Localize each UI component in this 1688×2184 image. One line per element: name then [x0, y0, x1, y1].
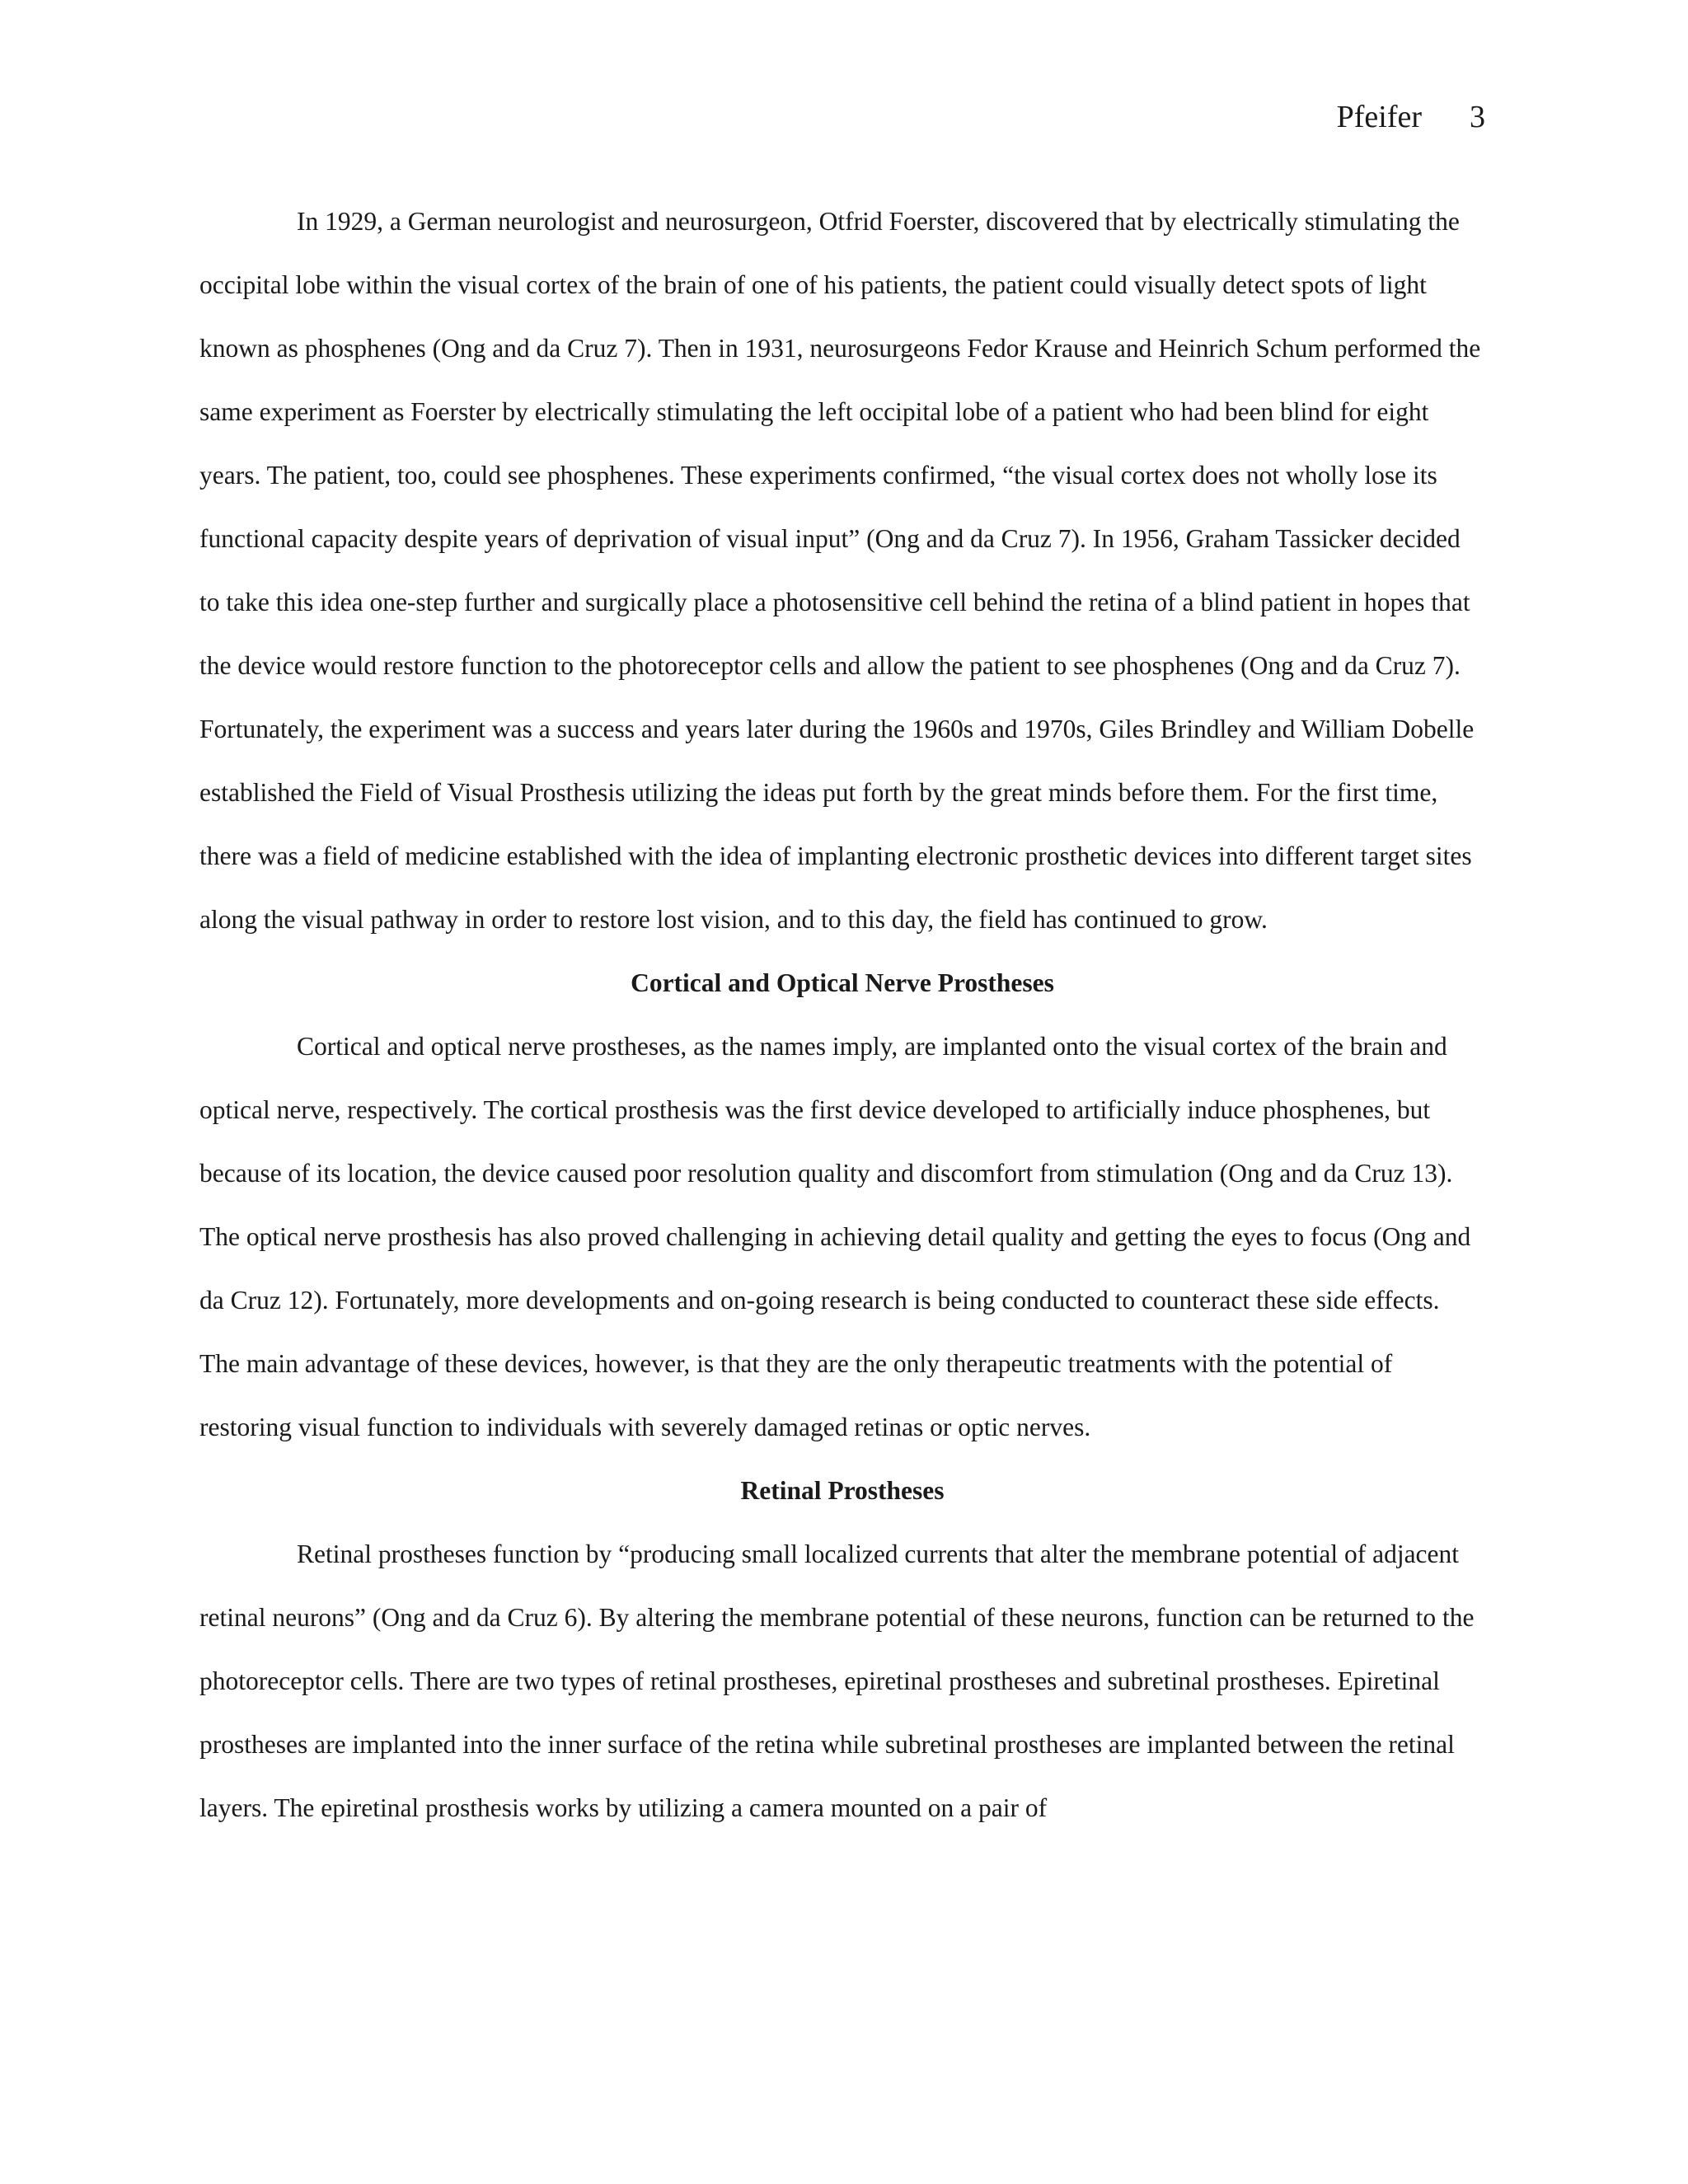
running-header [1337, 97, 1485, 137]
header-author: Pfeifer [1336, 100, 1422, 134]
paragraph-history: In 1929, a German neurologist and neurosurgeon, Otfrid Foerster, discovered that by electrically stimulating the occipital lobe within the visual cortex of the brain of one of his patients, the patient could visually detect spots of light known as phosphenes (Ong and da Cruz 7). Then in 1931, neurosurgeons Fedor Krause and Heinrich Schum performed the same experiment as Foerster by electrically stimulating the left occipital lobe of a patient who had been blind for eight years. The patient, too, could see phosphenes. These experiments confirmed, “the visual cortex does not wholly lose its functional capacity despite years of deprivation of visual input” (Ong and da Cruz 7). In 1956, Graham Tassicker decided to take this idea one-step further and surgically place a photosensitive cell behind the retina of a blind patient in hopes that the device would restore function to the photoreceptor cells and allow the patient to see phosphenes (Ong and da Cruz 7). Fortunately, the experiment was a success and years later during the 1960s and 1970s, Giles Brindley and William Dobelle established the Field of Visual Prosthesis utilizing the ideas put forth by the great minds before them. For the first time, there was a field of medicine established with the idea of implanting electronic prosthetic devices into different target sites along the visual pathway in order to restore lost vision, and to this day, the field has continued to grow. [199, 207, 1481, 934]
document-body [199, 190, 1485, 1840]
header-page-number: 3 [1470, 100, 1485, 134]
paragraph-retinal: Retinal prostheses function by “producing small localized currents that alter the membrane potential of adjacent retinal neurons” (Ong and da Cruz 6). By altering the membrane potential of these neurons, function can be returned to the photoreceptor cells. There are two types of retinal prostheses, epiretinal prostheses and subretinal prostheses. Epiretinal prostheses are implanted into the inner surface of the retina while subretinal prostheses are implanted between the retinal layers. The epiretinal prosthesis works by utilizing a camera mounted on a pair of [199, 1540, 1475, 1822]
paragraph-cortical: Cortical and optical nerve prostheses, as the names imply, are implanted onto the visual cortex of the brain and optical nerve, respectively. The cortical prosthesis was the first device developed to artificially induce phosphenes, but because of its location, the device caused poor resolution quality and discomfort from stimulation (Ong and da Cruz 13). The optical nerve prosthesis has also proved challenging in achieving detail quality and getting the eyes to focus (Ong and da Cruz 12). Fortunately, more developments and on-going research is being conducted to counteract these side effects. The main advantage of these devices, however, is that they are the only therapeutic treatments with the potential of restoring visual function to individuals with severely damaged retinas or optic nerves. [199, 1032, 1471, 1441]
section-heading-retinal: Retinal Prostheses [740, 1476, 945, 1505]
section-heading-cortical: Cortical and Optical Nerve Prostheses [631, 968, 1054, 997]
